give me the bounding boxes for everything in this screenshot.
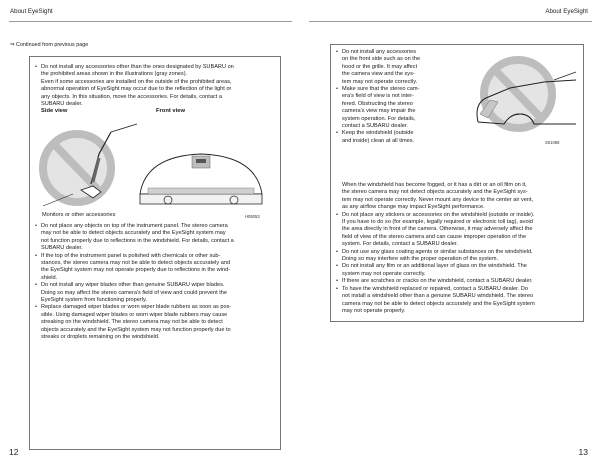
bullet-item [336,249,578,264]
text-line: • Do not place any objects on top of the instrument panel. The stereo camera [41,223,228,229]
front-view-illustration [138,150,264,206]
left-header-rule [9,21,292,22]
monitors-caption: Monitors or other accessories [42,212,116,218]
text-line: • Keep the windshield (outside [342,130,414,137]
text-line: Even if some accessories are installed on the outside of the prohibited areas, [41,78,232,85]
text-line: tem may not operate correctly. [342,78,418,85]
text-line: tem may not operate correctly. Never mount any device to the center air vent, [342,196,534,203]
text-line: streaks or droplets remaining on the windshield. [41,334,160,341]
bullet-item [336,263,578,278]
text-line: may not operate properly. [342,307,406,314]
text-line: EyeSight system from functioning properly. [41,297,147,304]
text-line: shield. [41,274,58,281]
roof-line [111,124,137,132]
text-line: any objects. In this situation, move the accessories. For details, contact a [41,93,222,100]
car-front-illustration [464,52,578,144]
text-line: the camera view and the sys- [342,71,415,78]
left-page-number: 12 [9,447,19,457]
text-line: • Do not install any film or an additional layer of glass on the windshield. The [342,263,527,270]
text-line: sible. Using damaged wiper blades or worn wiper blade rubbers may cause [41,311,228,318]
text-line: as any airflow change may impact EyeSight performance. [342,204,485,211]
continued-note: ⇒ Continued from previous page [10,42,89,48]
text-line: hood or the grille. It may affect [342,63,418,70]
text-line: • Replace damaged wiper blades or worn wiper blade rubbers as soon as pos- [41,304,232,311]
windshield-edge [554,72,576,80]
right-page-header: About EyeSight [545,8,588,15]
text-line: SUBARU dealer. [41,101,83,108]
left-bullet-accessories [35,64,273,108]
text-line: field of view of the stereo camera and can cause improper operation of the [342,233,527,240]
left-page-header: About EyeSight [10,8,53,15]
text-line: • If there are scratches or cracks on the windshield, contact a SUBARU dealer. [342,278,533,285]
text-line: Doing so may interfere with the proper operation of the system. [342,256,499,263]
text-line: Doing so may affect the stereo camera's field of view and could prevent the [41,289,227,296]
left-figure-code: H05053 [245,214,260,219]
text-line: on the front side such as on the [342,56,421,63]
bullet-item [35,253,273,283]
text-line: the EyeSight system may not operate properly due to reflections in the wind- [41,267,231,274]
text-line: fered. Obstructing the stereo [342,100,413,107]
bullet-item [336,278,578,285]
right-figure-code: S01096 [545,140,560,145]
text-line: era's field of view is not inter- [342,93,414,100]
side-view-illustration [33,118,141,214]
bullet-item [336,212,578,249]
text-line: camera may not be able to detect objects accurately and the EyeSight system [342,300,535,307]
text-line: • Do not install any wiper blades other than genuine SUBARU wiper blades. [41,282,225,289]
bullet-item [35,223,273,253]
text-line: objects accurately and the EyeSight system may not function properly due to [41,326,231,333]
windshield-paragraph [336,182,578,212]
bullet-item [336,130,460,145]
text-line: the area directly in front of the camera. Otherwise, it may adversely affect the [342,226,533,233]
right-page-number: 13 [578,447,588,457]
right-header-rule [309,21,592,22]
bullet-item [336,86,460,130]
bullet-item [35,282,273,304]
text-line: the stereo camera may not detect objects accurately and the EyeSight sys- [342,189,528,196]
text-line: If you have to do so (for example, legally required or electronic toll tag), avoid [342,219,533,226]
text-line: camera's view may impair the [342,108,416,115]
front-view-label: Front view [156,108,185,114]
left-bullets-lower [35,223,273,342]
text-line: abnormal operation of EyeSight may occur due to the reflection of the light or [41,86,232,93]
text-line: system. For details, contact a SUBARU dealer. [342,241,458,248]
bullet-item [336,49,460,86]
text-line: streaking on the windshield. The stereo camera may not be able to detect [41,319,223,326]
stereo-camera-icon [196,159,206,163]
text-line: the prohibited areas shown in the illustrations (gray zones). [41,71,188,78]
text-line: • Do not use any glass coating agents or similar substances on the windshield. [342,248,533,255]
text-line: • Make sure that the stereo cam- [342,86,420,93]
side-view-label: Side view [41,108,68,114]
text-line: When the windshield has become fogged, or it has a dirt or an oil film on it, [342,182,527,188]
text-line: and inside) clean at all times. [342,137,415,144]
text-line: • To have the windshield replaced or repaired, contact a SUBARU dealer. Do [342,285,528,292]
text-line: contact a SUBARU dealer. [342,123,408,130]
text-line: • Do not install any accessories [342,49,416,55]
bullet-item [35,64,273,108]
text-line: • Do not place any stickers or accessories on the windshield (outside or inside). [342,211,535,218]
bullet-item [35,304,273,341]
right-top-bullets [336,49,460,145]
panel-top-gray-zone [148,188,254,194]
text-line: system may not operate correctly. [342,270,426,277]
text-line: stances, the stereo camera may not be able to detect objects accurately and [41,260,231,267]
text-line: system operation. For details, [342,115,416,122]
text-line: may not be able to detect objects accurately and the EyeSight system may [41,230,226,237]
text-line: not function properly due to reflections in the windshield. For details, contact a [41,237,234,244]
text-line: SUBARU dealer. [41,245,83,252]
text-line: not install a windshield other than a genuine SUBARU windshield. The stereo [342,293,534,300]
right-lower-text [336,182,578,315]
text-line: • Do not install any accessories other than the ones designated by SUBARU on [41,64,234,70]
text-line: • If the top of the instrument panel is polished with chemicals or other sub- [41,252,221,259]
bullet-item [336,286,578,316]
instrument-panel [140,194,262,204]
